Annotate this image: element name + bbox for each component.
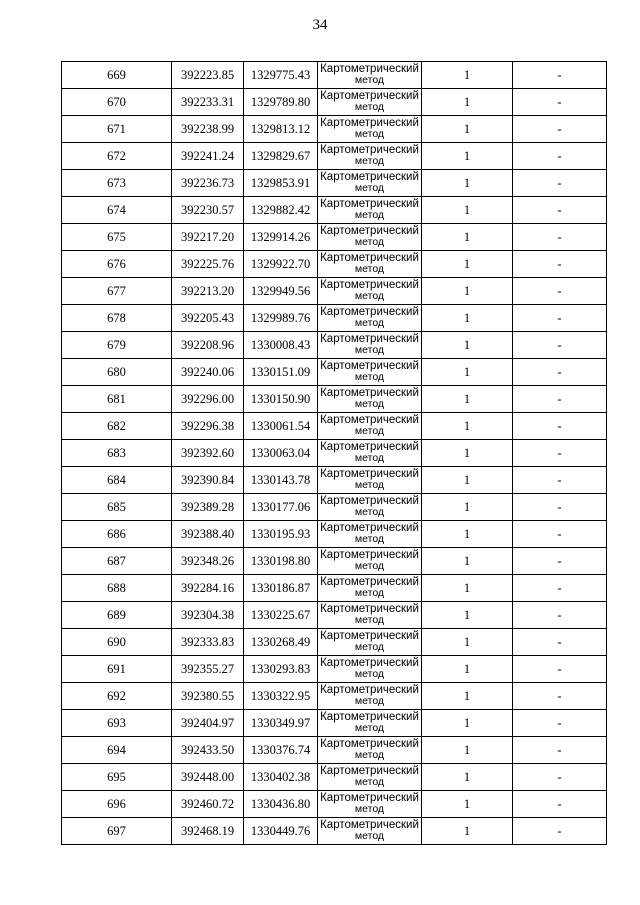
y-coordinate-cell: 1330322.95: [244, 683, 318, 710]
method-line-2: метод: [354, 614, 385, 626]
table-row: [62, 494, 607, 521]
method-line-1: Картометрический: [320, 549, 419, 561]
method-line-1: Картометрический: [320, 603, 419, 615]
method-cell: [318, 305, 422, 332]
point-number-cell: 693: [62, 710, 172, 737]
method-cell: [318, 521, 422, 548]
point-number-cell: 685: [62, 494, 172, 521]
count-cell: 1: [422, 170, 513, 197]
method-line-1: Картометрический: [320, 306, 419, 318]
method-line-1: Картометрический: [320, 63, 419, 75]
x-coordinate-cell: 392296.00: [172, 386, 244, 413]
point-number-cell: 678: [62, 305, 172, 332]
method-line-1: Картометрический: [320, 144, 419, 156]
y-coordinate-cell: 1330198.80: [244, 548, 318, 575]
x-coordinate-cell: 392236.73: [172, 170, 244, 197]
note-cell: -: [513, 278, 607, 305]
x-coordinate-cell: 392284.16: [172, 575, 244, 602]
note-cell: -: [513, 62, 607, 89]
note-cell: -: [513, 737, 607, 764]
table-row: [62, 278, 607, 305]
method-line-1: Картометрический: [320, 468, 419, 480]
note-cell: -: [513, 629, 607, 656]
y-coordinate-cell: 1329922.70: [244, 251, 318, 278]
method-line-1: Картометрический: [320, 819, 419, 831]
method-line-2: метод: [354, 155, 385, 167]
method-line-1: Картометрический: [320, 360, 419, 372]
note-cell: -: [513, 818, 607, 845]
count-cell: 1: [422, 386, 513, 413]
method-line-1: Картометрический: [320, 684, 419, 696]
method-cell: [318, 602, 422, 629]
method-line-2: метод: [354, 371, 385, 383]
method-cell: [318, 359, 422, 386]
x-coordinate-cell: 392223.85: [172, 62, 244, 89]
note-cell: -: [513, 764, 607, 791]
table-row: [62, 62, 607, 89]
point-number-cell: 694: [62, 737, 172, 764]
table-row: [62, 413, 607, 440]
table-row: [62, 629, 607, 656]
note-cell: -: [513, 791, 607, 818]
y-coordinate-cell: 1329789.80: [244, 89, 318, 116]
table-row: [62, 656, 607, 683]
method-line-2: метод: [354, 452, 385, 464]
method-line-2: метод: [354, 182, 385, 194]
x-coordinate-cell: 392468.19: [172, 818, 244, 845]
method-cell: [318, 332, 422, 359]
point-number-cell: 679: [62, 332, 172, 359]
count-cell: 1: [422, 764, 513, 791]
method-line-2: метод: [354, 560, 385, 572]
note-cell: -: [513, 224, 607, 251]
count-cell: 1: [422, 305, 513, 332]
x-coordinate-cell: 392213.20: [172, 278, 244, 305]
x-coordinate-cell: 392388.40: [172, 521, 244, 548]
x-coordinate-cell: 392448.00: [172, 764, 244, 791]
table-row: [62, 548, 607, 575]
count-cell: 1: [422, 494, 513, 521]
count-cell: 1: [422, 251, 513, 278]
method-cell: [318, 575, 422, 602]
y-coordinate-cell: 1330177.06: [244, 494, 318, 521]
note-cell: -: [513, 521, 607, 548]
x-coordinate-cell: 392348.26: [172, 548, 244, 575]
count-cell: 1: [422, 278, 513, 305]
method-cell: [318, 440, 422, 467]
method-line-2: метод: [354, 317, 385, 329]
count-cell: 1: [422, 440, 513, 467]
x-coordinate-cell: 392217.20: [172, 224, 244, 251]
table-row: [62, 683, 607, 710]
table-row: [62, 305, 607, 332]
coordinates-table-body: [62, 62, 607, 845]
table-row: [62, 737, 607, 764]
y-coordinate-cell: 1329853.91: [244, 170, 318, 197]
x-coordinate-cell: 392205.43: [172, 305, 244, 332]
method-cell: [318, 737, 422, 764]
method-line-1: Картометрический: [320, 279, 419, 291]
method-line-2: метод: [354, 749, 385, 761]
y-coordinate-cell: 1330268.49: [244, 629, 318, 656]
point-number-cell: 691: [62, 656, 172, 683]
x-coordinate-cell: 392392.60: [172, 440, 244, 467]
method-line-2: метод: [354, 641, 385, 653]
method-line-2: метод: [354, 533, 385, 545]
note-cell: -: [513, 467, 607, 494]
point-number-cell: 690: [62, 629, 172, 656]
x-coordinate-cell: 392390.84: [172, 467, 244, 494]
method-line-1: Картометрический: [320, 630, 419, 642]
x-coordinate-cell: 392241.24: [172, 143, 244, 170]
method-cell: [318, 683, 422, 710]
point-number-cell: 687: [62, 548, 172, 575]
note-cell: -: [513, 494, 607, 521]
x-coordinate-cell: 392296.38: [172, 413, 244, 440]
table-row: [62, 791, 607, 818]
note-cell: -: [513, 413, 607, 440]
table-row: [62, 386, 607, 413]
point-number-cell: 688: [62, 575, 172, 602]
table-row: [62, 575, 607, 602]
y-coordinate-cell: 1330449.76: [244, 818, 318, 845]
x-coordinate-cell: 392333.83: [172, 629, 244, 656]
table-row: [62, 467, 607, 494]
method-line-1: Картометрический: [320, 90, 419, 102]
method-cell: [318, 791, 422, 818]
y-coordinate-cell: 1330150.90: [244, 386, 318, 413]
method-line-1: Картометрический: [320, 117, 419, 129]
x-coordinate-cell: 392380.55: [172, 683, 244, 710]
note-cell: -: [513, 602, 607, 629]
method-line-2: метод: [354, 479, 385, 491]
y-coordinate-cell: 1330195.93: [244, 521, 318, 548]
table-row: [62, 764, 607, 791]
method-line-2: метод: [354, 101, 385, 113]
method-line-1: Картометрический: [320, 738, 419, 750]
count-cell: 1: [422, 602, 513, 629]
y-coordinate-cell: 1330008.43: [244, 332, 318, 359]
table-row: [62, 116, 607, 143]
x-coordinate-cell: 392460.72: [172, 791, 244, 818]
method-cell: [318, 197, 422, 224]
y-coordinate-cell: 1329949.56: [244, 278, 318, 305]
x-coordinate-cell: 392389.28: [172, 494, 244, 521]
point-number-cell: 696: [62, 791, 172, 818]
count-cell: 1: [422, 575, 513, 602]
page-number: 34: [312, 17, 328, 33]
point-number-cell: 680: [62, 359, 172, 386]
method-line-1: Картометрический: [320, 765, 419, 777]
y-coordinate-cell: 1329989.76: [244, 305, 318, 332]
method-line-1: Картометрический: [320, 225, 419, 237]
point-number-cell: 674: [62, 197, 172, 224]
x-coordinate-cell: 392238.99: [172, 116, 244, 143]
method-line-1: Картометрический: [320, 576, 419, 588]
method-line-2: метод: [354, 128, 385, 140]
count-cell: 1: [422, 197, 513, 224]
x-coordinate-cell: 392230.57: [172, 197, 244, 224]
y-coordinate-cell: 1329882.42: [244, 197, 318, 224]
method-cell: [318, 170, 422, 197]
x-coordinate-cell: 392433.50: [172, 737, 244, 764]
point-number-cell: 686: [62, 521, 172, 548]
table-row: [62, 521, 607, 548]
y-coordinate-cell: 1330186.87: [244, 575, 318, 602]
method-line-1: Картометрический: [320, 657, 419, 669]
method-cell: [318, 710, 422, 737]
y-coordinate-cell: 1330349.97: [244, 710, 318, 737]
point-number-cell: 692: [62, 683, 172, 710]
x-coordinate-cell: 392355.27: [172, 656, 244, 683]
method-line-1: Картометрический: [320, 198, 419, 210]
count-cell: 1: [422, 656, 513, 683]
method-line-2: метод: [354, 425, 385, 437]
note-cell: -: [513, 359, 607, 386]
method-line-2: метод: [354, 776, 385, 788]
method-line-1: Картометрический: [320, 414, 419, 426]
x-coordinate-cell: 392240.06: [172, 359, 244, 386]
method-cell: [318, 764, 422, 791]
table-row: [62, 710, 607, 737]
table-row: [62, 224, 607, 251]
point-number-cell: 673: [62, 170, 172, 197]
point-number-cell: 676: [62, 251, 172, 278]
count-cell: 1: [422, 116, 513, 143]
table-row: [62, 332, 607, 359]
method-cell: [318, 656, 422, 683]
count-cell: 1: [422, 467, 513, 494]
table-row: [62, 143, 607, 170]
method-line-1: Картометрический: [320, 495, 419, 507]
method-line-2: метод: [354, 74, 385, 86]
method-cell: [318, 116, 422, 143]
note-cell: -: [513, 683, 607, 710]
method-line-1: Картометрический: [320, 171, 419, 183]
y-coordinate-cell: 1330402.38: [244, 764, 318, 791]
note-cell: -: [513, 116, 607, 143]
note-cell: -: [513, 332, 607, 359]
y-coordinate-cell: 1329813.12: [244, 116, 318, 143]
method-line-1: Картометрический: [320, 522, 419, 534]
method-line-1: Картометрический: [320, 711, 419, 723]
point-number-cell: 683: [62, 440, 172, 467]
method-line-1: Картометрический: [320, 333, 419, 345]
count-cell: 1: [422, 818, 513, 845]
method-line-1: Картометрический: [320, 792, 419, 804]
x-coordinate-cell: 392404.97: [172, 710, 244, 737]
count-cell: 1: [422, 683, 513, 710]
count-cell: 1: [422, 413, 513, 440]
y-coordinate-cell: 1330225.67: [244, 602, 318, 629]
note-cell: -: [513, 89, 607, 116]
note-cell: -: [513, 656, 607, 683]
method-line-2: метод: [354, 695, 385, 707]
count-cell: 1: [422, 359, 513, 386]
count-cell: 1: [422, 710, 513, 737]
point-number-cell: 671: [62, 116, 172, 143]
point-number-cell: 677: [62, 278, 172, 305]
method-cell: [318, 386, 422, 413]
point-number-cell: 689: [62, 602, 172, 629]
method-cell: [318, 62, 422, 89]
y-coordinate-cell: 1330151.09: [244, 359, 318, 386]
method-line-2: метод: [354, 830, 385, 842]
method-line-1: Картометрический: [320, 441, 419, 453]
note-cell: -: [513, 440, 607, 467]
count-cell: 1: [422, 521, 513, 548]
x-coordinate-cell: 392225.76: [172, 251, 244, 278]
method-cell: [318, 224, 422, 251]
table-row: [62, 440, 607, 467]
note-cell: -: [513, 548, 607, 575]
count-cell: 1: [422, 332, 513, 359]
method-line-2: метод: [354, 668, 385, 680]
y-coordinate-cell: 1329914.26: [244, 224, 318, 251]
count-cell: 1: [422, 629, 513, 656]
table-row: [62, 170, 607, 197]
table-row: [62, 818, 607, 845]
y-coordinate-cell: 1330376.74: [244, 737, 318, 764]
table-row: [62, 251, 607, 278]
x-coordinate-cell: 392304.38: [172, 602, 244, 629]
y-coordinate-cell: 1330293.83: [244, 656, 318, 683]
point-number-cell: 669: [62, 62, 172, 89]
point-number-cell: 682: [62, 413, 172, 440]
method-line-2: метод: [354, 722, 385, 734]
point-number-cell: 684: [62, 467, 172, 494]
table-row: [62, 197, 607, 224]
y-coordinate-cell: 1329775.43: [244, 62, 318, 89]
table-row: [62, 602, 607, 629]
note-cell: -: [513, 386, 607, 413]
coordinates-table: [61, 61, 607, 845]
x-coordinate-cell: 392208.96: [172, 332, 244, 359]
point-number-cell: 681: [62, 386, 172, 413]
y-coordinate-cell: 1330063.04: [244, 440, 318, 467]
note-cell: -: [513, 251, 607, 278]
y-coordinate-cell: 1330436.80: [244, 791, 318, 818]
table-row: [62, 359, 607, 386]
method-line-1: Картометрический: [320, 387, 419, 399]
method-line-2: метод: [354, 506, 385, 518]
point-number-cell: 697: [62, 818, 172, 845]
count-cell: 1: [422, 548, 513, 575]
y-coordinate-cell: 1330143.78: [244, 467, 318, 494]
method-line-2: метод: [354, 209, 385, 221]
y-coordinate-cell: 1330061.54: [244, 413, 318, 440]
count-cell: 1: [422, 224, 513, 251]
method-line-2: метод: [354, 803, 385, 815]
method-cell: [318, 494, 422, 521]
method-cell: [318, 143, 422, 170]
method-line-2: метод: [354, 236, 385, 248]
method-line-2: метод: [354, 587, 385, 599]
count-cell: 1: [422, 791, 513, 818]
method-cell: [318, 818, 422, 845]
point-number-cell: 675: [62, 224, 172, 251]
method-line-1: Картометрический: [320, 252, 419, 264]
count-cell: 1: [422, 89, 513, 116]
method-line-2: метод: [354, 398, 385, 410]
count-cell: 1: [422, 737, 513, 764]
method-cell: [318, 278, 422, 305]
point-number-cell: 670: [62, 89, 172, 116]
point-number-cell: 672: [62, 143, 172, 170]
method-cell: [318, 629, 422, 656]
table-row: [62, 89, 607, 116]
method-cell: [318, 548, 422, 575]
note-cell: -: [513, 305, 607, 332]
method-cell: [318, 251, 422, 278]
count-cell: 1: [422, 143, 513, 170]
method-cell: [318, 413, 422, 440]
method-line-2: метод: [354, 344, 385, 356]
method-cell: [318, 467, 422, 494]
point-number-cell: 695: [62, 764, 172, 791]
note-cell: -: [513, 170, 607, 197]
x-coordinate-cell: 392233.31: [172, 89, 244, 116]
method-line-2: метод: [354, 263, 385, 275]
note-cell: -: [513, 143, 607, 170]
note-cell: -: [513, 197, 607, 224]
count-cell: 1: [422, 62, 513, 89]
y-coordinate-cell: 1329829.67: [244, 143, 318, 170]
method-line-2: метод: [354, 290, 385, 302]
note-cell: -: [513, 710, 607, 737]
note-cell: -: [513, 575, 607, 602]
method-cell: [318, 89, 422, 116]
